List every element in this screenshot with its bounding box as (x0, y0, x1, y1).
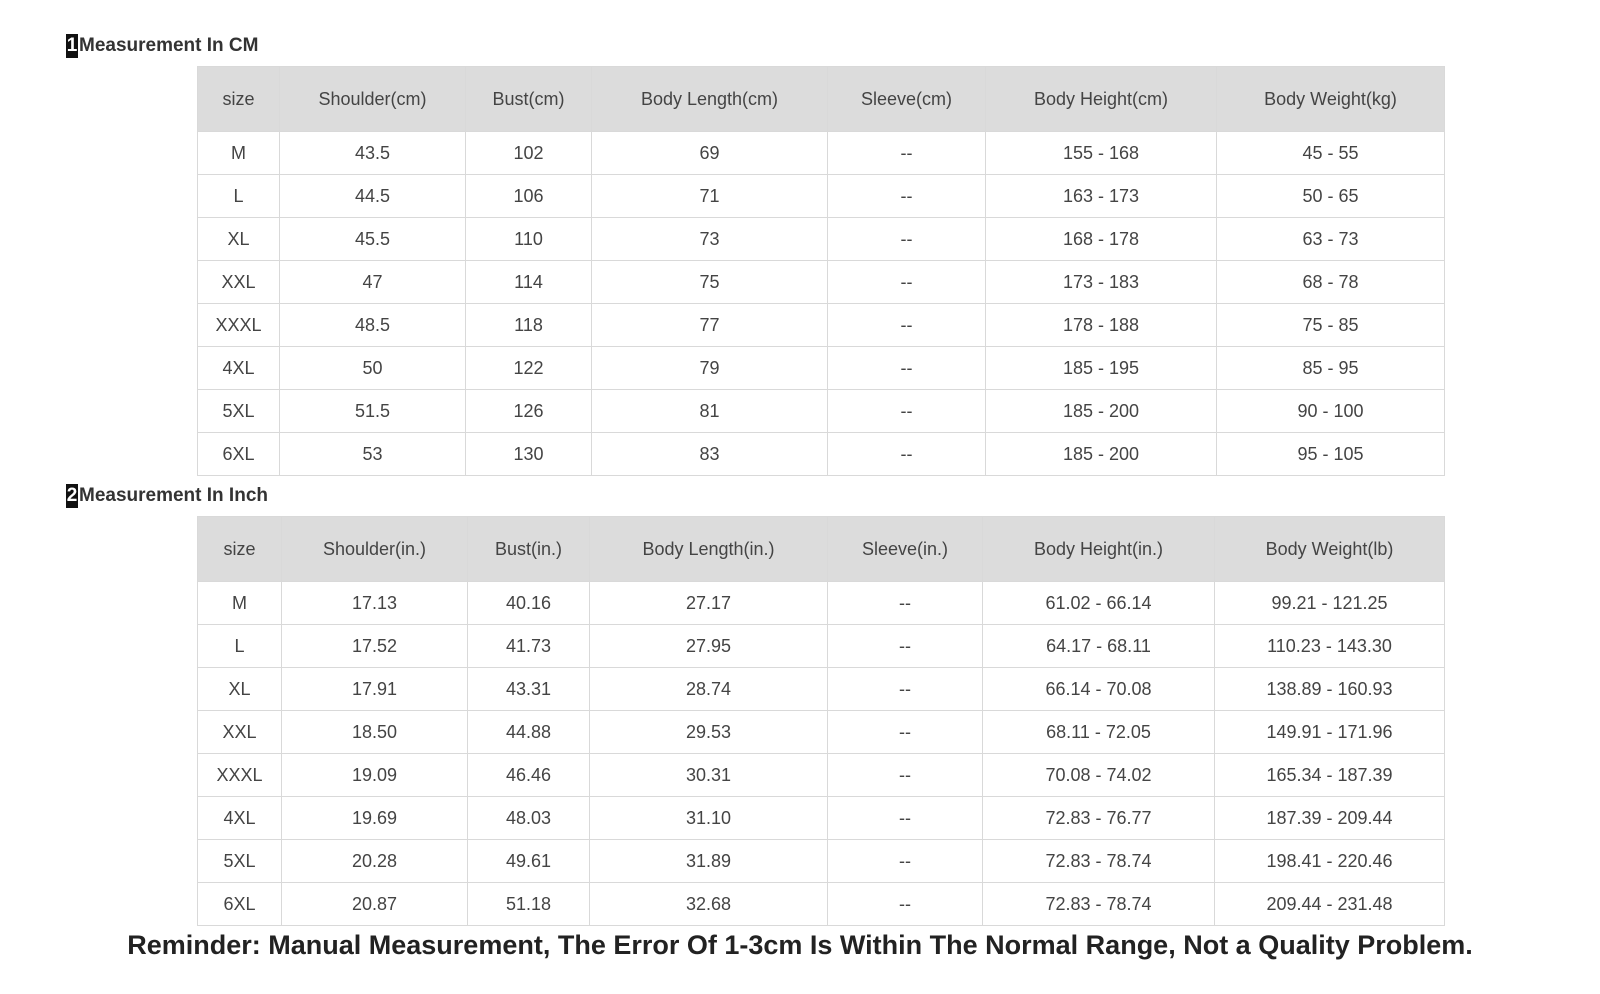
measurement-cell: 45.5 (280, 218, 466, 261)
measurement-cell: 77 (592, 304, 828, 347)
measurement-cell: 155 - 168 (986, 132, 1217, 175)
measurement-cell: 19.69 (282, 797, 468, 840)
measurement-cell: -- (828, 304, 986, 347)
measurement-cell: 20.87 (282, 883, 468, 926)
section-number-badge: 1 (66, 35, 78, 56)
table-row (198, 390, 1445, 433)
size-cell: XXXL (198, 754, 282, 797)
column-header: Bust(cm) (466, 67, 592, 132)
size-cell: 5XL (198, 840, 282, 883)
table-row (198, 582, 1445, 625)
measurement-cell: 43.5 (280, 132, 466, 175)
measurement-cell: 68.11 - 72.05 (983, 711, 1215, 754)
table-row (198, 625, 1445, 668)
size-cell: M (198, 132, 280, 175)
measurement-cell: 48.5 (280, 304, 466, 347)
measurement-cell: 81 (592, 390, 828, 433)
measurement-cell: -- (828, 711, 983, 754)
cm-size-table (197, 66, 1445, 476)
column-header: Body Weight(kg) (1217, 67, 1445, 132)
measurement-cell: 72.83 - 76.77 (983, 797, 1215, 840)
measurement-cell: 29.53 (590, 711, 828, 754)
measurement-cell: 70.08 - 74.02 (983, 754, 1215, 797)
measurement-cell: 51.5 (280, 390, 466, 433)
column-header: Sleeve(in.) (828, 517, 983, 582)
measurement-cell: -- (828, 625, 983, 668)
measurement-cell: 118 (466, 304, 592, 347)
measurement-cell: 32.68 (590, 883, 828, 926)
measurement-cell: 90 - 100 (1217, 390, 1445, 433)
measurement-cell: 178 - 188 (986, 304, 1217, 347)
size-cell: 6XL (198, 433, 280, 476)
cm-section-heading (66, 34, 258, 58)
measurement-cell: -- (828, 433, 986, 476)
measurement-cell: 27.17 (590, 582, 828, 625)
measurement-cell: 72.83 - 78.74 (983, 840, 1215, 883)
column-header: size (198, 517, 282, 582)
measurement-cell: 106 (466, 175, 592, 218)
size-cell: 5XL (198, 390, 280, 433)
measurement-cell: 72.83 - 78.74 (983, 883, 1215, 926)
table-row (198, 175, 1445, 218)
size-cell: 4XL (198, 347, 280, 390)
measurement-cell: 30.31 (590, 754, 828, 797)
table-row (198, 347, 1445, 390)
measurement-cell: -- (828, 175, 986, 218)
measurement-cell: 122 (466, 347, 592, 390)
table-header-row (198, 517, 1445, 582)
table-row (198, 883, 1445, 926)
size-cell: 4XL (198, 797, 282, 840)
measurement-cell: 185 - 195 (986, 347, 1217, 390)
measurement-cell: 44.88 (468, 711, 590, 754)
column-header: Body Height(in.) (983, 517, 1215, 582)
column-header: Body Height(cm) (986, 67, 1217, 132)
measurement-cell: 31.10 (590, 797, 828, 840)
column-header: Sleeve(cm) (828, 67, 986, 132)
table-row (198, 840, 1445, 883)
measurement-cell: 45 - 55 (1217, 132, 1445, 175)
measurement-cell: -- (828, 347, 986, 390)
table-row (198, 668, 1445, 711)
measurement-cell: 61.02 - 66.14 (983, 582, 1215, 625)
table-row (198, 261, 1445, 304)
measurement-cell: 149.91 - 171.96 (1215, 711, 1445, 754)
measurement-cell: -- (828, 797, 983, 840)
measurement-cell: 50 (280, 347, 466, 390)
measurement-cell: -- (828, 883, 983, 926)
measurement-cell: 187.39 - 209.44 (1215, 797, 1445, 840)
measurement-cell: 51.18 (468, 883, 590, 926)
measurement-cell: -- (828, 261, 986, 304)
size-cell: L (198, 175, 280, 218)
measurement-cell: 27.95 (590, 625, 828, 668)
measurement-cell: -- (828, 390, 986, 433)
table-header-row (198, 67, 1445, 132)
measurement-cell: 130 (466, 433, 592, 476)
table-row (198, 797, 1445, 840)
measurement-cell: 168 - 178 (986, 218, 1217, 261)
measurement-cell: 49.61 (468, 840, 590, 883)
measurement-cell: 63 - 73 (1217, 218, 1445, 261)
column-header: Bust(in.) (468, 517, 590, 582)
measurement-cell: 83 (592, 433, 828, 476)
measurement-cell: 102 (466, 132, 592, 175)
measurement-cell: 165.34 - 187.39 (1215, 754, 1445, 797)
measurement-cell: 73 (592, 218, 828, 261)
table-row (198, 304, 1445, 347)
size-cell: XL (198, 218, 280, 261)
measurement-cell: 68 - 78 (1217, 261, 1445, 304)
table-row (198, 711, 1445, 754)
inch-section-heading (66, 484, 268, 508)
measurement-cell: 19.09 (282, 754, 468, 797)
size-cell: L (198, 625, 282, 668)
column-header: Body Length(in.) (590, 517, 828, 582)
section-number-badge: 2 (66, 485, 78, 506)
measurement-cell: 71 (592, 175, 828, 218)
size-cell: M (198, 582, 282, 625)
measurement-cell: 18.50 (282, 711, 468, 754)
measurement-cell: 185 - 200 (986, 433, 1217, 476)
measurement-cell: 99.21 - 121.25 (1215, 582, 1445, 625)
measurement-cell: 75 (592, 261, 828, 304)
measurement-cell: -- (828, 840, 983, 883)
measurement-cell: -- (828, 218, 986, 261)
measurement-cell: 138.89 - 160.93 (1215, 668, 1445, 711)
measurement-cell: 95 - 105 (1217, 433, 1445, 476)
measurement-cell: 47 (280, 261, 466, 304)
measurement-cell: 126 (466, 390, 592, 433)
measurement-cell: -- (828, 132, 986, 175)
measurement-cell: 44.5 (280, 175, 466, 218)
measurement-cell: 31.89 (590, 840, 828, 883)
measurement-cell: 17.13 (282, 582, 468, 625)
measurement-cell: 198.41 - 220.46 (1215, 840, 1445, 883)
measurement-cell: 66.14 - 70.08 (983, 668, 1215, 711)
measurement-cell: 40.16 (468, 582, 590, 625)
size-cell: XXL (198, 261, 280, 304)
measurement-cell: 79 (592, 347, 828, 390)
table-row (198, 132, 1445, 175)
measurement-cell: -- (828, 582, 983, 625)
measurement-cell: 17.91 (282, 668, 468, 711)
measurement-cell: 209.44 - 231.48 (1215, 883, 1445, 926)
inch-size-table (197, 516, 1445, 926)
size-cell: 6XL (198, 883, 282, 926)
measurement-cell: 185 - 200 (986, 390, 1217, 433)
column-header: Body Weight(lb) (1215, 517, 1445, 582)
measurement-cell: 46.46 (468, 754, 590, 797)
measurement-cell: 114 (466, 261, 592, 304)
table-row (198, 433, 1445, 476)
table-row (198, 218, 1445, 261)
measurement-cell: 50 - 65 (1217, 175, 1445, 218)
measurement-cell: 85 - 95 (1217, 347, 1445, 390)
measurement-cell: 163 - 173 (986, 175, 1217, 218)
size-cell: XL (198, 668, 282, 711)
measurement-cell: 41.73 (468, 625, 590, 668)
column-header: Body Length(cm) (592, 67, 828, 132)
measurement-cell: 43.31 (468, 668, 590, 711)
size-cell: XXXL (198, 304, 280, 347)
measurement-cell: 28.74 (590, 668, 828, 711)
column-header: Shoulder(in.) (282, 517, 468, 582)
measurement-cell: 110.23 - 143.30 (1215, 625, 1445, 668)
measurement-cell: 110 (466, 218, 592, 261)
section-title: Measurement In Inch (79, 485, 268, 506)
measurement-cell: 20.28 (282, 840, 468, 883)
measurement-cell: 173 - 183 (986, 261, 1217, 304)
measurement-cell: -- (828, 668, 983, 711)
measurement-cell: 69 (592, 132, 828, 175)
measurement-cell: 64.17 - 68.11 (983, 625, 1215, 668)
measurement-cell: 53 (280, 433, 466, 476)
measurement-cell: 75 - 85 (1217, 304, 1445, 347)
measurement-cell: -- (828, 754, 983, 797)
table-row (198, 754, 1445, 797)
column-header: size (198, 67, 280, 132)
section-title: Measurement In CM (79, 35, 259, 56)
reminder-text: Reminder: Manual Measurement, The Error Of 1-3cm Is Within The Normal Range, Not a Quality Problem. (127, 930, 1473, 960)
size-cell: XXL (198, 711, 282, 754)
column-header: Shoulder(cm) (280, 67, 466, 132)
measurement-cell: 17.52 (282, 625, 468, 668)
measurement-cell: 48.03 (468, 797, 590, 840)
